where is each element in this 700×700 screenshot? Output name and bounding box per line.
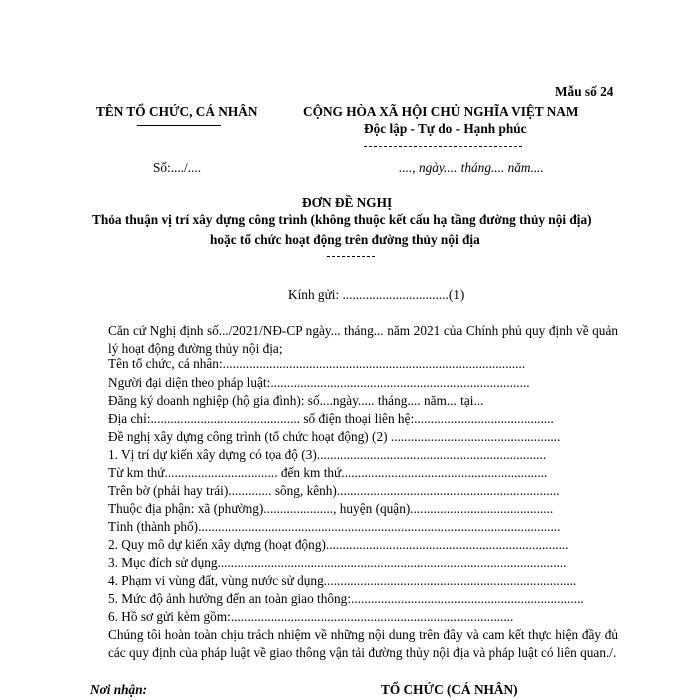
title-underline: [327, 256, 375, 257]
country-name: CỘNG HÒA XÃ HỘI CHỦ NGHĨA VIỆT NAM: [303, 104, 579, 119]
field-org-name: Tên tổ chức, cá nhân:...........................................................................................: [108, 356, 526, 371]
field-purpose: 3. Mục đích sử dụng.........................................................................................................: [108, 555, 567, 570]
signer-title: TỔ CHỨC (CÁ NHÂN): [381, 682, 518, 697]
recipient-line: Kính gửi: ................................(1): [288, 287, 465, 302]
field-province: Tỉnh (thành phố).............................................................................................................: [108, 519, 561, 534]
motto-underline: [364, 146, 522, 147]
form-number: Mẫu số 24: [555, 84, 614, 99]
org-title-underline: [137, 125, 221, 126]
document-number: Số:..../....: [153, 160, 202, 175]
field-km-range: Từ km thứ.................................. đến km thứ..............................................................: [108, 465, 548, 480]
field-address-phone: Địa chỉ:............................................. số điện thoại liên hệ:..........................................: [108, 411, 554, 426]
field-river-bank: Trên bờ (phải hay trái)............. sông, kênh)...................................................................: [108, 483, 560, 498]
commitment-paragraph: Chúng tôi hoàn toàn chịu trách nhiệm về những nội dung trên đây và cam kết thực hiện đầy đủ các quy định của pháp luật về giao thông vận tải đường thủy nội địa và pháp luật có liên quan./.: [108, 627, 618, 660]
field-commune-district: Thuộc địa phận: xã (phường)....................., huyện (quận)...........................................: [108, 501, 554, 516]
subtitle-line-1: Thỏa thuận vị trí xây dựng công trình (không thuộc kết cấu hạ tầng đường thủy nội địa): [92, 212, 592, 227]
field-attached-documents: 6. Hồ sơ gửi kèm gồm:.....................................................................................: [108, 609, 514, 624]
document-title: ĐƠN ĐỀ NGHỊ: [302, 195, 393, 210]
date-line: ...., ngày.... tháng.... năm....: [399, 160, 544, 175]
field-location-coordinates: 1. Vị trí dự kiến xây dựng có tọa độ (3).....................................................................: [108, 447, 547, 462]
motto: Độc lập - Tự do - Hạnh phúc: [364, 121, 527, 136]
recipients-label: Nơi nhận:: [90, 682, 148, 697]
field-legal-representative: Người đại diện theo pháp luật:..............................................................................: [108, 375, 530, 390]
subtitle-line-2: hoặc tổ chức hoạt động trên đường thủy nội địa: [210, 232, 480, 247]
org-title: TÊN TỔ CHỨC, CÁ NHÂN: [96, 104, 258, 119]
field-area-scope: 4. Phạm vi vùng đất, vùng nước sử dụng............................................................................: [108, 573, 577, 588]
field-proposal: Đề nghị xây dựng công trình (tổ chức hoạt động) (2) ...................................................: [108, 429, 561, 444]
legal-basis-paragraph: Căn cứ Nghị định số.../2021/NĐ-CP ngày... tháng... năm 2021 của Chính phủ quy định về quản lý hoạt động đường thủy nội địa;: [108, 323, 618, 356]
field-safety-impact: 5. Mức độ ảnh hưởng đến an toàn giao thông:......................................................................: [108, 591, 584, 606]
field-scale: 2. Quy mô dự kiến xây dựng (hoạt động).........................................................................: [108, 537, 569, 552]
field-business-registration: Đăng ký doanh nghiệp (hộ gia đình): số....ngày..... tháng.... năm... tại...: [108, 393, 484, 408]
